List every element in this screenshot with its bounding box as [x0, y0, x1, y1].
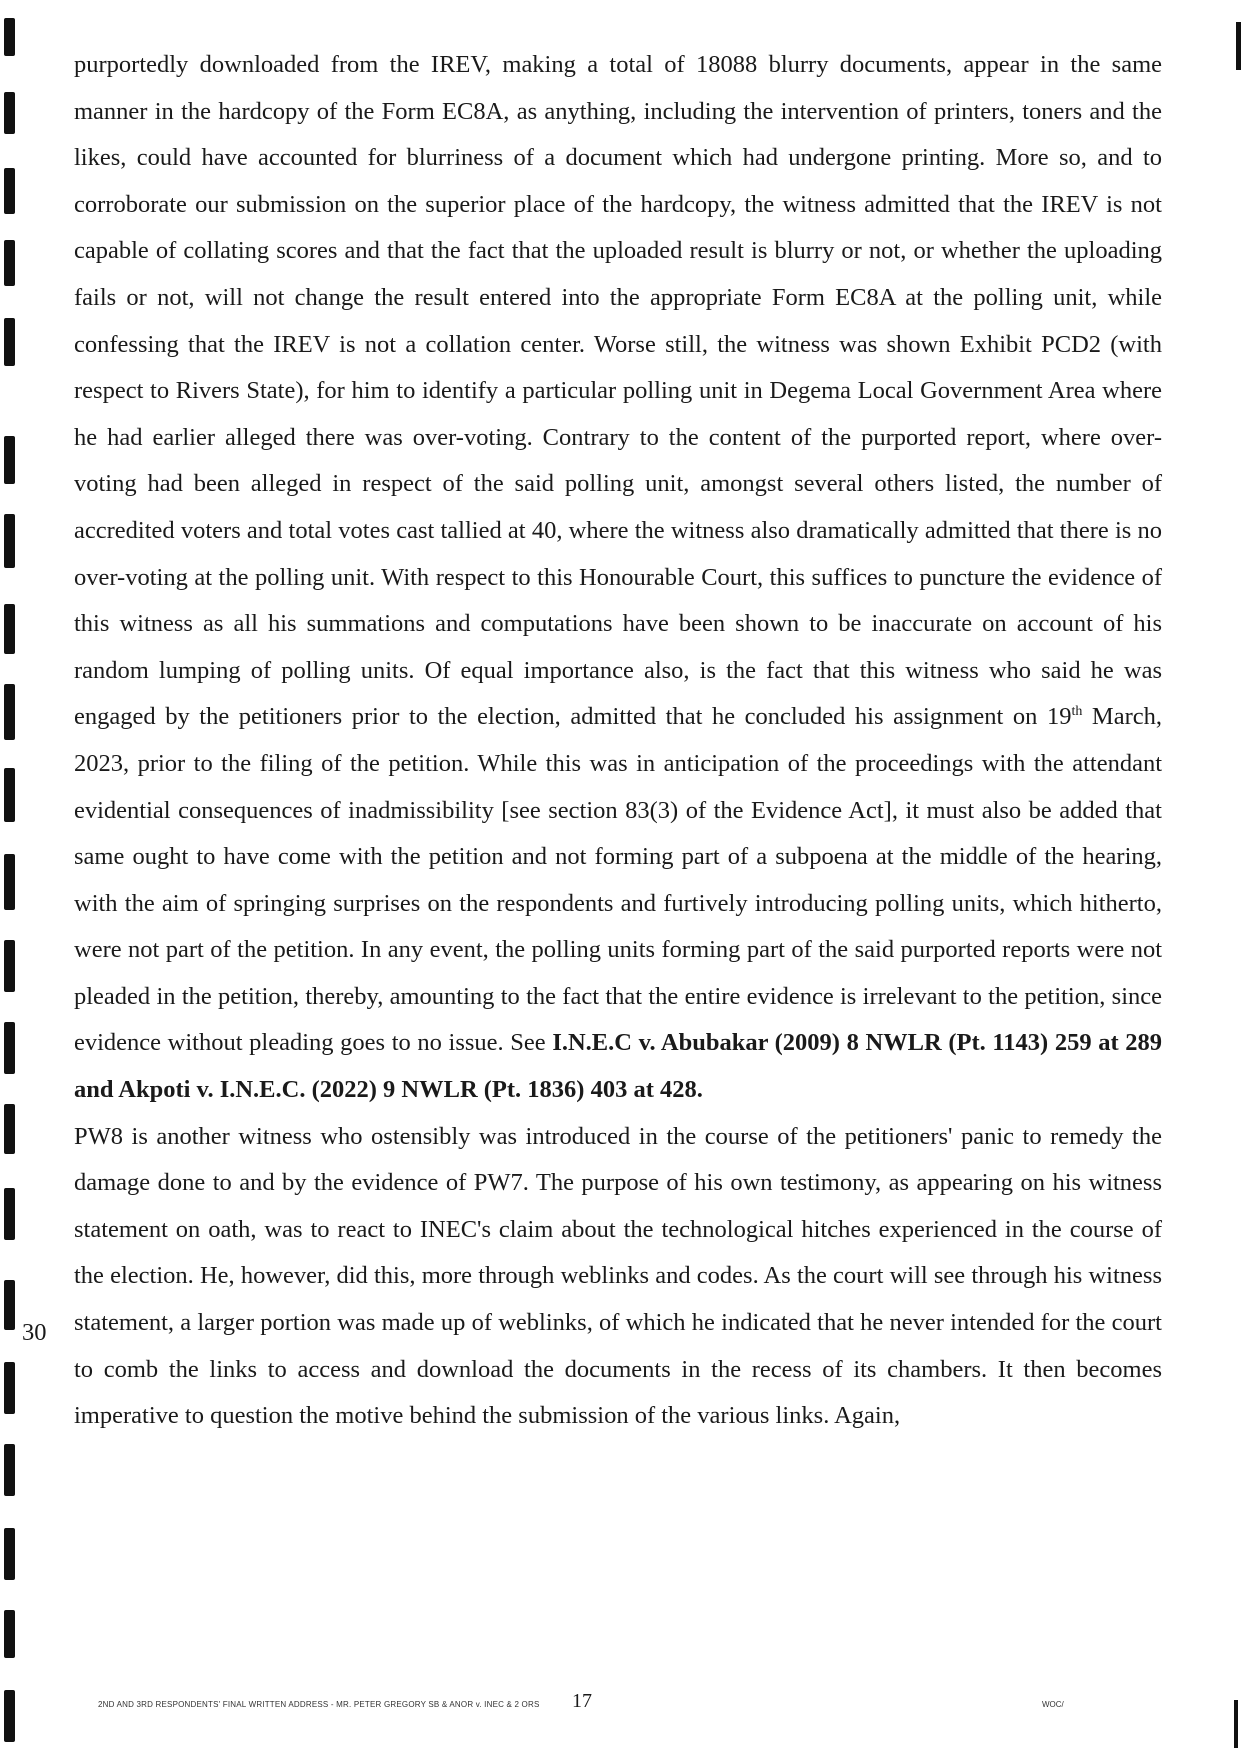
- binding-mark: [4, 436, 15, 484]
- binding-mark: [4, 1362, 15, 1414]
- binding-mark: [4, 92, 15, 134]
- binding-mark: [4, 1188, 15, 1240]
- binding-mark: [4, 18, 15, 56]
- binding-mark: [4, 1280, 15, 1330]
- binding-mark: [4, 1022, 15, 1074]
- binding-mark: [4, 1528, 15, 1580]
- paragraph: purportedly downloaded from the IREV, making a total of 18088 blurry documents, appear in the same manner in the hardcopy of the Form EC8A, as anything, including the intervention of printers, toners and the likes, could have accounted for blurriness of a document which had undergone printing. More so, and to corroborate our submission on the superior place of the hardcopy, the witness admitted that the IREV is not capable of collating scores and that the fact that the uploaded result is blurry or not, or whether the uploading fails or not, will not change the result entered into the appropriate Form EC8A at the polling unit, while confessing that the IREV is not a collation center. Worse still, the witness was shown Exhibit PCD2 (with respect to Rivers State), for him to identify a particular polling unit in Degema Local Government Area where he had earlier alleged there was over-voting. Contrary to the content of the purported report, where over-voting had been alleged in respect of the said polling unit, amongst several others listed, the number of accredited voters and total votes cast tallied at 40, where the witness also dramatically admitted that there is no over-voting at the polling unit. With respect to this Honourable Court, this suffices to puncture the evidence of this witness as all his summations and computations have been shown to be inaccurate on account of his random lumping of polling units. Of equal importance also, is the fact that this witness who said he was engaged by the petitioners prior to the election, admitted that he concluded his assignment on 19th March, 2023, prior to the filing of the petition. While this was in anticipation of the proceedings with the attendant evidential consequences of inadmissibility [see section 83(3) of the Evidence Act], it must also be added that same ought to have come with the petition and not forming part of a subpoena at the middle of the hearing, with the aim of springing surprises on the respondents and furtively introducing polling units, which hitherto, were not part of the petition. In any event, the polling units forming part of the said purported reports were not pleaded in the petition, thereby, amounting to the fact that the entire evidence is irrelevant to the petition, since evidence without pleading goes to no issue. See I.N.E.C v. Abubakar (2009) 8 NWLR (Pt. 1143) 259 at 289 and Akpoti v. I.N.E.C. (2022) 9 NWLR (Pt. 1836) 403 at 428.: [74, 51, 1162, 1104]
- binding-mark: [4, 1104, 15, 1154]
- footer-initials: WOC/: [1042, 1700, 1064, 1709]
- paragraph: PW8 is another witness who ostensibly was introduced in the course of the petitioners' panic to remedy the damage done to and by the evidence of PW7. The purpose of his own testimony, as appearing on his witness statement on oath, was to react to INEC's claim about the technological hitches experienced in the course of the election. He, however, did this, more through weblinks and codes. As the court will see through his witness statement, a larger portion was made up of weblinks, of which he indicated that he never intended for the court to comb the links to access and download the documents in the recess of its chambers. It then becomes imperative to question the motive behind the submission of the various links. Again,: [74, 1122, 1162, 1430]
- binding-mark: [4, 514, 15, 568]
- binding-mark: [4, 1610, 15, 1658]
- binding-mark: [4, 318, 15, 366]
- binding-mark: [4, 240, 15, 286]
- binding-mark: [4, 684, 15, 740]
- document-body: [74, 42, 1162, 1440]
- binding-mark: [4, 940, 15, 992]
- margin-mark: [1236, 22, 1241, 70]
- binding-mark: [4, 1690, 15, 1742]
- binding-mark: [4, 854, 15, 910]
- binding-mark: [4, 604, 15, 654]
- paragraph-number: 30: [22, 1319, 47, 1346]
- footer-title: 2ND AND 3RD RESPONDENTS' FINAL WRITTEN ADDRESS - MR. PETER GREGORY SB & ANOR v. INEC & 2 ORS: [98, 1700, 540, 1709]
- margin-mark: [1234, 1700, 1238, 1748]
- binding-mark: [4, 1444, 15, 1496]
- page-number: 17: [572, 1690, 592, 1712]
- page-footer: [98, 1690, 1148, 1720]
- binding-marks: [0, 0, 30, 1755]
- case-citation: I.N.E.C v. Abubakar (2009) 8 NWLR (Pt. 1143) 259 at 289 and Akpoti v. I.N.E.C. (2022) 9 NWLR (Pt. 1836) 403 at 428.: [74, 1029, 1162, 1104]
- binding-mark: [4, 168, 15, 214]
- binding-mark: [4, 768, 15, 822]
